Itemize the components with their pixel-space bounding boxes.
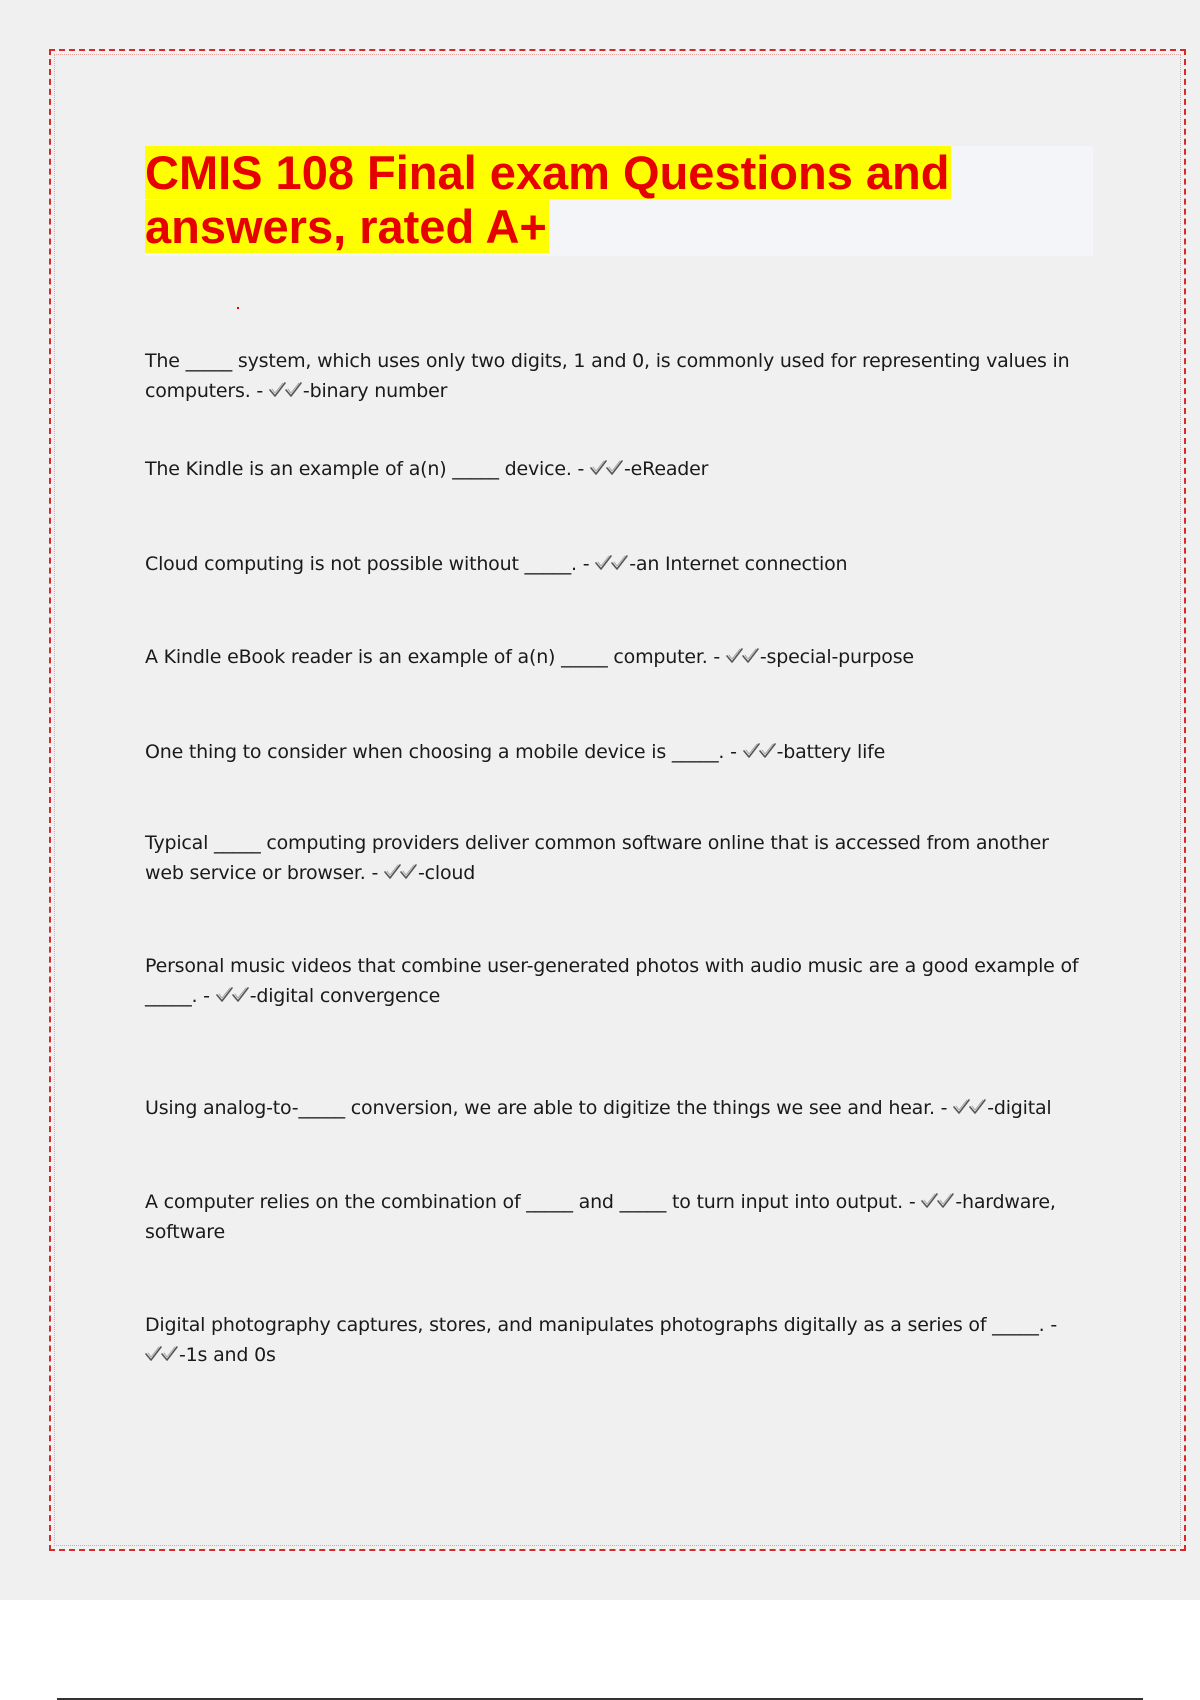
question-text: Personal music videos that combine user-generated photos with audio music are a good example of _____. <box>145 955 1079 1007</box>
answer-text: -cloud <box>417 862 476 884</box>
question-text: Using analog-to-_____ conversion, we are able to digitize the things we see and hear. <box>145 1097 935 1119</box>
answer-separator: - <box>571 458 591 480</box>
answer-separator: - <box>1044 1314 1057 1336</box>
question-text: A computer relies on the combination of _____ and _____ to turn input into output. <box>145 1191 903 1213</box>
answer-separator: - <box>576 553 596 575</box>
answer-text: -digital convergence <box>249 985 441 1007</box>
answer-text: -special-purpose <box>759 646 914 668</box>
question-text: The _____ system, which uses only two digits, 1 and 0, is commonly used for representing values in computers. <box>145 350 1070 402</box>
question-text: Typical _____ computing providers deliver common software online that is accessed from another web service or browser. <box>145 832 1049 884</box>
answer-separator: - <box>934 1097 954 1119</box>
question-text: Cloud computing is not possible without _____. <box>145 553 577 575</box>
qa-item <box>145 549 1085 579</box>
answer-text: -eReader <box>624 458 709 480</box>
answer-text: -digital <box>987 1097 1052 1119</box>
double-check-icon <box>216 986 250 1004</box>
answer-text: -hardware, software <box>145 1191 1056 1243</box>
question-text: A Kindle eBook reader is an example of a(n) _____ computer. <box>145 646 708 668</box>
title-block <box>145 146 1093 256</box>
answer-separator: - <box>707 646 726 668</box>
qa-item <box>145 454 1085 484</box>
document-title-line-1: CMIS 108 Final exam Questions and <box>145 146 950 199</box>
double-check-icon <box>384 863 418 881</box>
answer-separator: - <box>724 741 743 763</box>
qa-item <box>145 346 1085 406</box>
answer-text: -1s and 0s <box>179 1344 276 1366</box>
qa-item <box>145 951 1085 1011</box>
qa-item <box>145 737 1085 767</box>
double-check-icon <box>269 381 303 399</box>
qa-item <box>145 828 1085 888</box>
document-title-line-2: answers, rated A+ <box>145 200 547 253</box>
double-check-icon <box>743 742 777 760</box>
document-title <box>145 146 1093 254</box>
qa-item <box>145 642 1085 672</box>
qa-item <box>145 1093 1085 1123</box>
qa-item <box>145 1187 1085 1247</box>
answer-separator: - <box>365 862 384 884</box>
question-text: One thing to consider when choosing a mobile device is _____. <box>145 741 725 763</box>
answer-text: -battery life <box>776 741 886 763</box>
question-text: Digital photography captures, stores, and manipulates photographs digitally as a series of _____. <box>145 1314 1045 1336</box>
double-check-icon <box>590 459 624 477</box>
double-check-icon <box>953 1098 987 1116</box>
answer-separator: - <box>250 380 269 402</box>
answer-text: -binary number <box>302 380 448 402</box>
double-check-icon <box>145 1345 179 1363</box>
double-check-icon <box>595 554 629 572</box>
answer-separator: - <box>902 1191 922 1213</box>
double-check-icon <box>921 1192 955 1210</box>
qa-item <box>145 1310 1085 1370</box>
answer-separator: - <box>197 985 216 1007</box>
stray-dot <box>237 307 239 309</box>
double-check-icon <box>726 647 760 665</box>
answer-text: -an Internet connection <box>629 553 848 575</box>
question-text: The Kindle is an example of a(n) _____ device. <box>145 458 572 480</box>
